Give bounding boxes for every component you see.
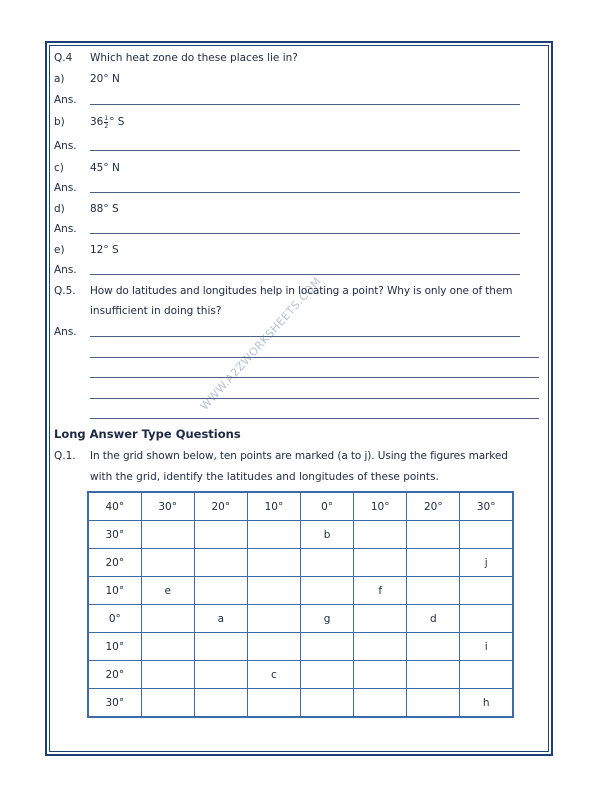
- grid-header-cell: 10°: [247, 492, 300, 521]
- grid-cell: [407, 549, 460, 577]
- grid-cell: [354, 633, 407, 661]
- grid-cell: [460, 521, 513, 549]
- grid-cell: [354, 605, 407, 633]
- grid-header-cell: 20°: [407, 492, 460, 521]
- grid-cell: [194, 577, 247, 605]
- q5-ans-label: Ans.: [54, 326, 77, 338]
- grid-cell: [141, 661, 194, 689]
- grid-cell: [247, 633, 300, 661]
- grid-cell: [460, 605, 513, 633]
- q5-question-line2: insufficient in doing this?: [90, 305, 222, 317]
- q5-answer-line-5[interactable]: [90, 418, 539, 419]
- q4-part-d-label: d): [54, 203, 65, 215]
- grid-cell: f: [354, 577, 407, 605]
- q4-part-c-label: c): [54, 162, 64, 174]
- grid-cell: g: [301, 605, 354, 633]
- grid-cell: i: [460, 633, 513, 661]
- grid-row-label-cell: 10°: [88, 633, 141, 661]
- q4-part-b-frac-num: 1: [104, 114, 109, 122]
- grid-header-cell: 30°: [460, 492, 513, 521]
- grid-cell: [301, 661, 354, 689]
- q4-part-b-int: 36: [90, 116, 104, 128]
- q4-part-a-ans-label: Ans.: [54, 94, 77, 106]
- q4-question: Which heat zone do these places lie in?: [90, 52, 298, 64]
- grid-cell: [247, 549, 300, 577]
- grid-cell: e: [141, 577, 194, 605]
- q5-answer-line-4[interactable]: [90, 398, 539, 399]
- grid-row: [88, 492, 513, 521]
- grid-row-label-cell: 30°: [88, 521, 141, 549]
- grid-row: [88, 689, 513, 718]
- q5-question-line1: How do latitudes and longitudes help in locating a point? Why is only one of them: [90, 285, 513, 297]
- grid-cell: a: [194, 605, 247, 633]
- grid-header-cell: 10°: [354, 492, 407, 521]
- grid-cell: c: [247, 661, 300, 689]
- grid-row-label-cell: 30°: [88, 689, 141, 718]
- grid-cell: [407, 577, 460, 605]
- grid-row-label-cell: 0°: [88, 605, 141, 633]
- grid-row: [88, 605, 513, 633]
- lat-long-grid: [87, 491, 514, 718]
- grid-cell: [407, 689, 460, 718]
- grid-cell: [460, 577, 513, 605]
- q4-part-e-ans-label: Ans.: [54, 264, 77, 276]
- grid-body: [88, 492, 513, 717]
- q4-part-c-answer-line[interactable]: [90, 192, 520, 193]
- grid-header-cell: 40°: [88, 492, 141, 521]
- grid-cell: [460, 661, 513, 689]
- q5-number: Q.5.: [54, 285, 76, 297]
- grid-cell: [301, 633, 354, 661]
- q5-answer-line-1[interactable]: [90, 336, 520, 337]
- q5-answer-line-2[interactable]: [90, 357, 539, 358]
- grid-cell: [301, 689, 354, 718]
- grid-cell: [194, 661, 247, 689]
- q4-part-b-fraction: [104, 115, 108, 130]
- q4-part-e-value: 12° S: [90, 244, 119, 256]
- q4-part-e-answer-line[interactable]: [90, 274, 520, 275]
- grid-header-cell: 0°: [301, 492, 354, 521]
- grid-cell: [141, 605, 194, 633]
- grid-cell: [354, 521, 407, 549]
- q4-part-b-label: b): [54, 116, 65, 128]
- grid-cell: [407, 661, 460, 689]
- long-answer-heading: Long Answer Type Questions: [54, 427, 241, 441]
- grid-cell: [247, 521, 300, 549]
- grid-row: [88, 633, 513, 661]
- watermark: WWW.A2ZWORKSHEETS.COM: [198, 274, 325, 413]
- grid-header-cell: 20°: [194, 492, 247, 521]
- grid-cell: [141, 689, 194, 718]
- grid-cell: [247, 605, 300, 633]
- long-q1-question-line1: In the grid shown below, ten points are marked (a to j). Using the figures marked: [90, 450, 508, 462]
- grid-row-label-cell: 20°: [88, 661, 141, 689]
- q4-part-d-ans-label: Ans.: [54, 223, 77, 235]
- q4-part-b-frac-den: 2: [104, 122, 109, 130]
- grid-cell: [354, 549, 407, 577]
- grid-cell: h: [460, 689, 513, 718]
- grid-row: [88, 661, 513, 689]
- grid-cell: [194, 549, 247, 577]
- q4-part-a-value: 20° N: [90, 73, 120, 85]
- q4-part-b-value: [90, 113, 124, 132]
- q4-part-a-answer-line[interactable]: [90, 104, 520, 105]
- grid-cell: [194, 689, 247, 718]
- grid-cell: [407, 633, 460, 661]
- long-q1-question-line2: with the grid, identify the latitudes and longitudes of these points.: [90, 471, 439, 483]
- grid-row: [88, 549, 513, 577]
- q4-part-e-label: e): [54, 244, 65, 256]
- grid-cell: [354, 689, 407, 718]
- q4-part-c-ans-label: Ans.: [54, 182, 77, 194]
- q4-part-b-ans-label: Ans.: [54, 140, 77, 152]
- grid-cell: [301, 577, 354, 605]
- grid-cell: [407, 521, 460, 549]
- grid-cell: b: [301, 521, 354, 549]
- grid-cell: d: [407, 605, 460, 633]
- grid-row: [88, 521, 513, 549]
- grid-cell: [194, 521, 247, 549]
- grid-cell: [354, 661, 407, 689]
- q4-part-d-answer-line[interactable]: [90, 233, 520, 234]
- grid-row-label-cell: 20°: [88, 549, 141, 577]
- grid-cell: [247, 689, 300, 718]
- grid-cell: [141, 521, 194, 549]
- q4-part-d-value: 88° S: [90, 203, 119, 215]
- grid-cell: [247, 577, 300, 605]
- long-q1-number: Q.1.: [54, 450, 76, 462]
- grid-cell: [194, 633, 247, 661]
- q4-part-a-label: a): [54, 73, 65, 85]
- grid-cell: j: [460, 549, 513, 577]
- q4-part-b-answer-line[interactable]: [90, 150, 520, 151]
- grid-header-cell: 30°: [141, 492, 194, 521]
- grid-cell: [141, 549, 194, 577]
- q5-answer-line-3[interactable]: [90, 377, 539, 378]
- grid-row: [88, 577, 513, 605]
- grid-cell: [141, 633, 194, 661]
- grid-row-label-cell: 10°: [88, 577, 141, 605]
- q4-number: Q.4: [54, 52, 73, 64]
- q4-part-b-suffix: ° S: [109, 116, 125, 128]
- grid-cell: [301, 549, 354, 577]
- q4-part-c-value: 45° N: [90, 162, 120, 174]
